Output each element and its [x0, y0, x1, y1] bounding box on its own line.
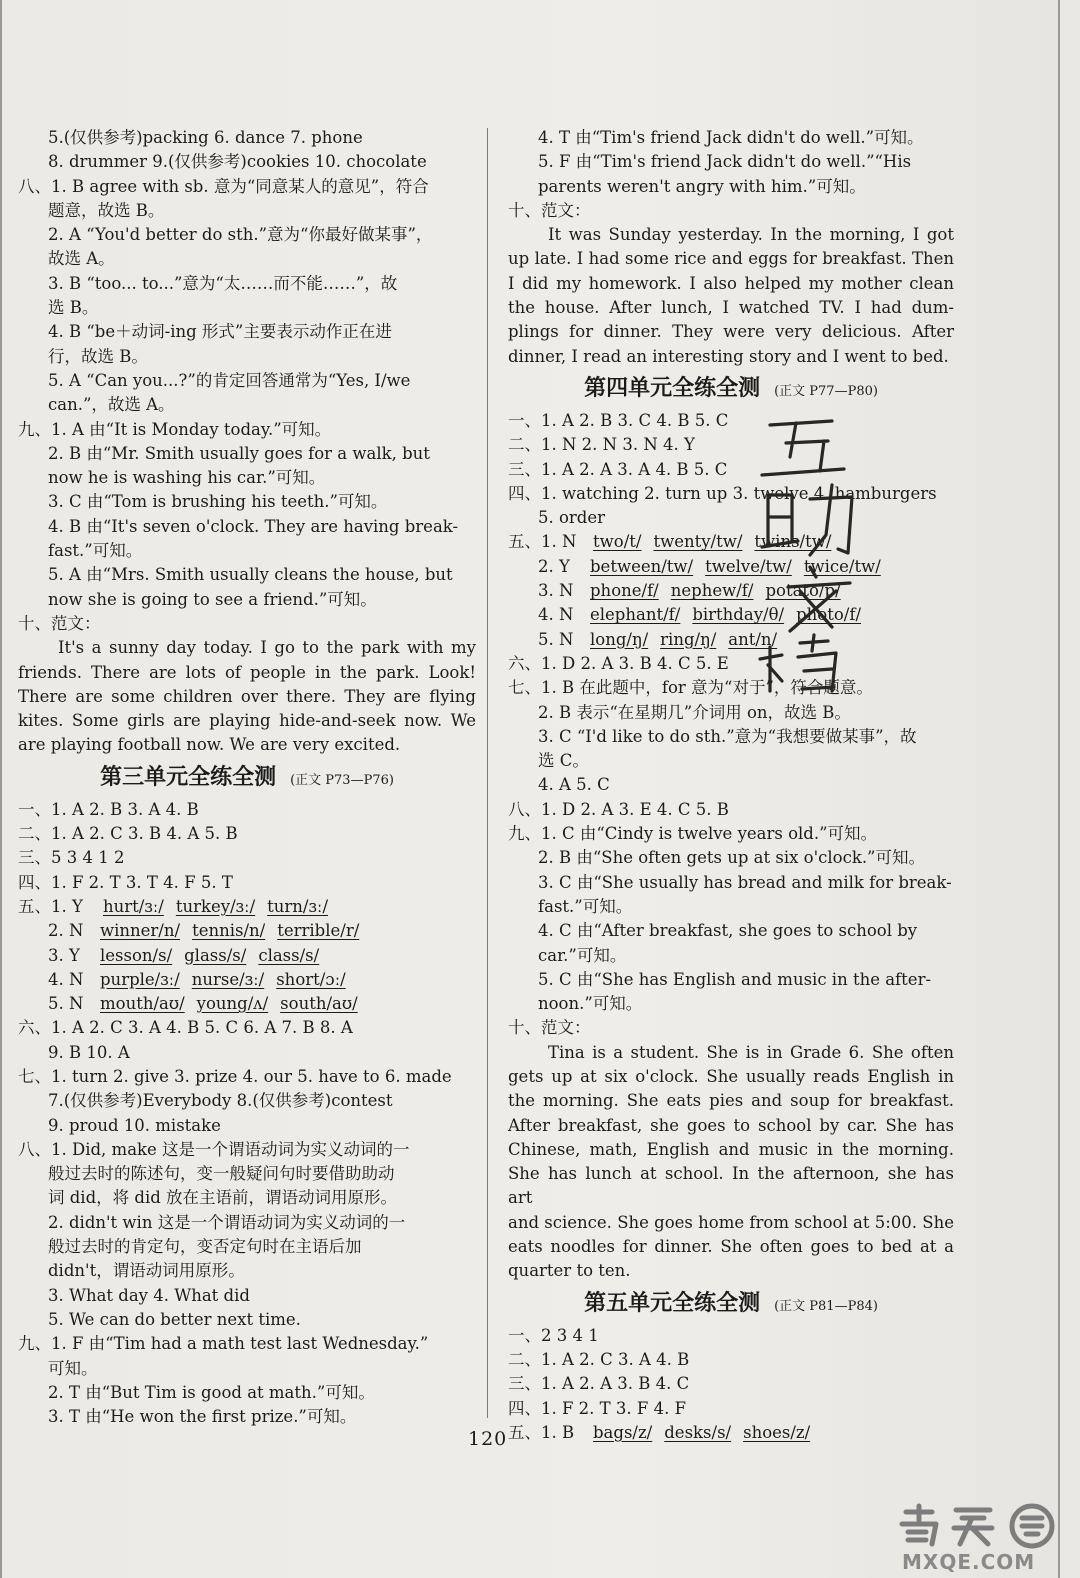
answer-line: 4. A 5. C	[538, 775, 610, 795]
answer-line: 二、1. N 2. N 3. N 4. Y	[508, 435, 695, 455]
answer-line: 5. F 由“Tim's friend Jack didn't do well.”“His	[538, 152, 912, 172]
phonics-answer: 2. N	[48, 921, 84, 941]
phonics-answer: 1. N	[541, 532, 577, 552]
answer-line: 2. A “You'd better do sth.”意为“你最好做某事”，	[48, 225, 433, 245]
answer-line: 可知。	[48, 1358, 98, 1378]
phonics-word: purple/ɜː/	[100, 969, 180, 989]
essay-line: and science. She goes home from school at 5:00. She	[508, 1212, 954, 1232]
phonics-section-label: 五、	[508, 1422, 541, 1442]
page-number: 120	[468, 1428, 508, 1450]
phonics-row	[18, 895, 476, 919]
page-left-edge	[0, 0, 2, 1578]
phonics-word: mouth/aʊ/	[100, 994, 185, 1014]
answer-line: 七、1. B 在此题中，for 意为“对于”，符合题意。	[508, 678, 873, 698]
answer-line: 2. didn't win 这是一个谓语动词为实义动词的一	[48, 1212, 406, 1232]
answer-line: 三、1. A 2. A 3. B 4. C	[508, 1374, 690, 1394]
phonics-answer: 4. N	[538, 605, 574, 625]
answer-line: 3. C “I'd like to do sth.”意为“我想要做某事”，故	[538, 726, 917, 746]
answer-line: 选 C。	[538, 751, 589, 771]
answer-line: 5. C 由“She has English and music in the after-	[538, 969, 932, 989]
phonics-answer: 4. N	[48, 969, 84, 989]
answer-line: 四、1. F 2. T 3. T 4. F 5. T	[18, 872, 233, 892]
phonics-word: terrible/r/	[277, 921, 360, 941]
left-column	[18, 126, 476, 1429]
unit5-answers	[508, 1324, 954, 1421]
unit4-answers-b	[508, 652, 954, 1041]
essay-line: quarter to ten.	[508, 1261, 631, 1281]
answer-line: 选 B。	[48, 298, 99, 318]
phonics-word: short/ɔː/	[276, 969, 346, 989]
answer-line: 词 did，将 did 放在主语前，谓语动词用原形。	[48, 1188, 398, 1208]
answer-line: 4. B 由“It's seven o'clock. They are having break-	[48, 516, 459, 536]
answer-line: 4. T 由“Tim's friend Jack didn't do well.”可知。	[538, 128, 924, 147]
answer-line: 4. B “be＋动词-ing 形式”主要表示动作正在进	[48, 322, 392, 342]
phonics-answer: 3. N	[538, 581, 574, 601]
answer-line: 2. T 由“But Tim is good at math.”可知。	[48, 1382, 375, 1402]
unit5-phonics	[508, 1421, 954, 1445]
phonics-word: bags/z/	[593, 1422, 653, 1442]
phonics-row	[508, 1421, 954, 1445]
answer-line: 故选 A。	[48, 249, 115, 269]
answer-line: fast.”可知。	[538, 896, 633, 916]
essay-line: kites. Some girls are playing hide-and-seek now. We	[18, 711, 476, 731]
phonics-answer: 1. B	[541, 1422, 575, 1442]
essay-line: friends. There are lots of people in the park. Look!	[18, 662, 476, 682]
essay-line: up late. I had some rice and eggs for breakfast. Then	[508, 249, 954, 269]
answer-line: 三、1. A 2. A 3. A 4. B 5. C	[508, 459, 728, 479]
answer-line: 9. proud 10. mistake	[48, 1115, 221, 1135]
phonics-word: phone/f/	[590, 581, 659, 601]
unit3-phonics	[18, 895, 476, 1016]
essay-line: It's a sunny day today. I go to the park with my	[58, 638, 476, 658]
essay-line: dinner, I read an interesting story and I went to bed.	[508, 346, 949, 366]
left-top-answers	[18, 126, 476, 636]
phonics-word: long/ŋ/	[590, 629, 649, 649]
answer-line: now she is going to see a friend.”可知。	[48, 589, 377, 609]
answer-line: 三、5 3 4 1 2	[18, 848, 125, 868]
answer-line: 5. A 由“Mrs. Smith usually cleans the house, but	[48, 565, 453, 585]
answer-line: 4. C 由“After breakfast, she goes to school by	[538, 921, 918, 941]
essay-line: eats noodles for dinner. She often goes to bed at a	[508, 1237, 954, 1257]
essay-line: Chinese, math, English and music in the morning.	[508, 1139, 954, 1159]
essay-line: After breakfast, she goes to school by car. She has	[508, 1115, 954, 1135]
watermark-logo	[892, 1500, 1072, 1550]
phonics-word: potato/p/	[765, 581, 841, 601]
phonics-answer: 5. N	[538, 629, 574, 649]
essay-line: are playing football now. We are very excited.	[18, 735, 401, 755]
unit4-title: 第四单元全练全测	[584, 375, 761, 401]
answer-line: parents weren't angry with him.”可知。	[538, 176, 866, 196]
phonics-word: turn/ɜː/	[267, 896, 328, 916]
phonics-word: nephew/f/	[670, 581, 754, 601]
phonics-word: desks/s/	[664, 1422, 732, 1442]
phonics-row	[18, 919, 476, 943]
essay-line: Tina is a student. She is in Grade 6. She often	[548, 1042, 954, 1062]
unit5-heading	[508, 1289, 954, 1322]
unit3-answers-b	[18, 1016, 476, 1429]
answer-line: can.”，故选 A。	[48, 395, 175, 415]
unit3-answers-a	[18, 798, 476, 895]
answer-line: 八、1. B agree with sb. 意为“同意某人的意见”，符合	[18, 176, 429, 196]
answer-line: 9. B 10. A	[48, 1042, 130, 1062]
answer-line: didn't，谓语动词用原形。	[48, 1261, 245, 1281]
essay-line: She has lunch at school. In the afternoon, she has art	[508, 1164, 954, 1208]
answer-line: 四、1. watching 2. turn up 3. twelve 4. hamburgers	[508, 483, 937, 503]
watermark-url: MXQE.COM	[902, 1550, 1036, 1574]
essay-unit2-a	[18, 636, 476, 757]
phonics-row	[18, 992, 476, 1016]
phonics-word: twelve/tw/	[705, 556, 792, 576]
answer-line: 5. We can do better next time.	[48, 1309, 301, 1329]
answer-line: car.”可知。	[538, 945, 627, 965]
answer-line: 3. C 由“She usually has bread and milk for break-	[538, 872, 952, 892]
answer-line: 般过去时的陈述句，变一般疑问句时要借助助动	[48, 1164, 395, 1184]
answer-line: 7.(仅供参考)Everybody 8.(仅供参考)contest	[48, 1091, 393, 1111]
essay-line: There are some children over there. They are flying	[18, 686, 476, 706]
answer-line: 8. drummer 9.(仅供参考)cookies 10. chocolate	[48, 152, 427, 172]
phonics-word: young/ʌ/	[196, 994, 269, 1014]
answer-line: 十、范文：	[508, 1018, 591, 1038]
answer-line: 题意，故选 B。	[48, 200, 165, 220]
phonics-row	[18, 944, 476, 968]
answer-line: 3. B “too... to...”意为“太……而不能……”，故	[48, 273, 398, 293]
phonics-word: turkey/ɜː/	[175, 896, 256, 916]
answer-line: 一、2 3 4 1	[508, 1325, 599, 1345]
essay-line: It was Sunday yesterday. In the morning, I got	[548, 225, 954, 245]
phonics-word: twice/tw/	[803, 556, 881, 576]
essay-unit4	[508, 1041, 954, 1284]
right-column	[508, 126, 954, 1445]
right-top-answers	[508, 126, 954, 223]
phonics-section-label: 五、	[18, 896, 51, 916]
phonics-word: ring/ŋ/	[660, 629, 717, 649]
unit4-page-ref: (正文 P77—P80)	[774, 383, 878, 399]
answer-line: 二、1. A 2. C 3. B 4. A 5. B	[18, 824, 238, 844]
phonics-answer: 5. N	[48, 994, 84, 1014]
phonics-word: class/s/	[258, 945, 320, 965]
answer-line: 行，故选 B。	[48, 346, 148, 366]
essay-line: the house. After lunch, I watched TV. I had dum-	[508, 298, 954, 318]
answer-line: 5. order	[538, 508, 606, 528]
phonics-word: shoes/z/	[743, 1422, 811, 1442]
answer-line: 二、1. A 2. C 3. A 4. B	[508, 1349, 690, 1369]
phonics-answer: 3. Y	[48, 945, 80, 965]
unit3-title: 第三单元全练全测	[100, 764, 277, 790]
unit3-heading	[18, 763, 476, 796]
page-right-edge	[1058, 0, 1060, 1578]
phonics-word: hurt/ɜː/	[103, 896, 164, 916]
essay-line: I did my homework. I also helped my mother clean	[508, 273, 954, 293]
answer-line: 七、1. turn 2. give 3. prize 4. our 5. have to 6. made	[18, 1066, 452, 1086]
answer-line: noon.”可知。	[538, 994, 643, 1014]
phonics-word: twins/tw/	[754, 532, 832, 552]
answer-line: 3. C 由“Tom is brushing his teeth.”可知。	[48, 492, 388, 512]
phonics-word: ant/n/	[728, 629, 778, 649]
answer-line: 2. B 表示“在星期几”介词用 on，故选 B。	[538, 702, 851, 722]
answer-line: 四、1. F 2. T 3. F 4. F	[508, 1398, 687, 1418]
answer-line: 六、1. D 2. A 3. B 4. C 5. E	[508, 653, 729, 673]
answer-line: 六、1. A 2. C 3. A 4. B 5. C 6. A 7. B 8. A	[18, 1018, 353, 1038]
unit3-page-ref: (正文 P73—P76)	[290, 772, 394, 788]
essay-line: plings for dinner. They were very delicious. After	[508, 322, 954, 342]
answer-line: 3. T 由“He won the first prize.”可知。	[48, 1407, 357, 1427]
answer-line: 九、1. C 由“Cindy is twelve years old.”可知。	[508, 824, 878, 844]
answer-line: 5.(仅供参考)packing 6. dance 7. phone	[48, 128, 363, 147]
column-divider	[487, 128, 488, 1418]
essay-line: the morning. She eats pies and soup for breakfast.	[508, 1091, 954, 1111]
answer-line: 般过去时的肯定句，变否定句时在主语后加	[48, 1237, 362, 1257]
phonics-word: photo/f/	[796, 605, 862, 625]
answer-line: 八、1. D 2. A 3. E 4. C 5. B	[508, 799, 729, 819]
answer-line: 九、1. F 由“Tim had a math test last Wednesday.”	[18, 1334, 429, 1354]
phonics-word: south/aʊ/	[280, 994, 358, 1014]
phonics-word: birthday/θ/	[692, 605, 785, 625]
answer-line: 十、范文：	[508, 200, 591, 220]
phonics-word: between/tw/	[590, 556, 694, 576]
phonics-answer: 2. Y	[538, 556, 570, 576]
essay-line: gets up at six o'clock. She usually reads English in	[508, 1066, 954, 1086]
answer-line: 2. B 由“She often gets up at six o'clock.”可知。	[538, 848, 925, 868]
phonics-word: elephant/f/	[590, 605, 681, 625]
essay-unit3	[508, 223, 954, 369]
phonics-word: twenty/tw/	[653, 532, 743, 552]
phonics-word: nurse/ɜː/	[191, 969, 265, 989]
answer-line: 3. What day 4. What did	[48, 1285, 250, 1305]
phonics-section-label: 五、	[508, 532, 541, 552]
phonics-word: tennis/n/	[192, 921, 266, 941]
answer-line: 一、1. A 2. B 3. C 4. B 5. C	[508, 410, 729, 430]
watermark	[892, 1500, 1072, 1576]
answer-line: now he is washing his car.”可知。	[48, 468, 326, 488]
handwritten-annotation	[740, 395, 890, 695]
phonics-word: two/t/	[593, 532, 642, 552]
unit5-title: 第五单元全练全测	[584, 1290, 761, 1316]
answer-line: 一、1. A 2. B 3. A 4. B	[18, 799, 199, 819]
answer-line: 5. A “Can you...?”的肯定回答通常为“Yes, I/we	[48, 370, 411, 390]
phonics-word: lesson/s/	[100, 945, 173, 965]
phonics-word: glass/s/	[184, 945, 247, 965]
answer-line: 2. B 由“Mr. Smith usually goes for a walk, but	[48, 443, 430, 463]
answer-line: 十、范文：	[18, 613, 101, 633]
answer-line: 八、1. Did, make 这是一个谓语动词为实义动词的一	[18, 1139, 410, 1159]
phonics-word: winner/n/	[100, 921, 181, 941]
answer-line: 九、1. A 由“It is Monday today.”可知。	[18, 419, 332, 439]
unit5-page-ref: (正文 P81—P84)	[774, 1298, 878, 1314]
phonics-row	[18, 968, 476, 992]
phonics-answer: 1. Y	[51, 896, 83, 916]
answer-line: fast.”可知。	[48, 541, 143, 561]
